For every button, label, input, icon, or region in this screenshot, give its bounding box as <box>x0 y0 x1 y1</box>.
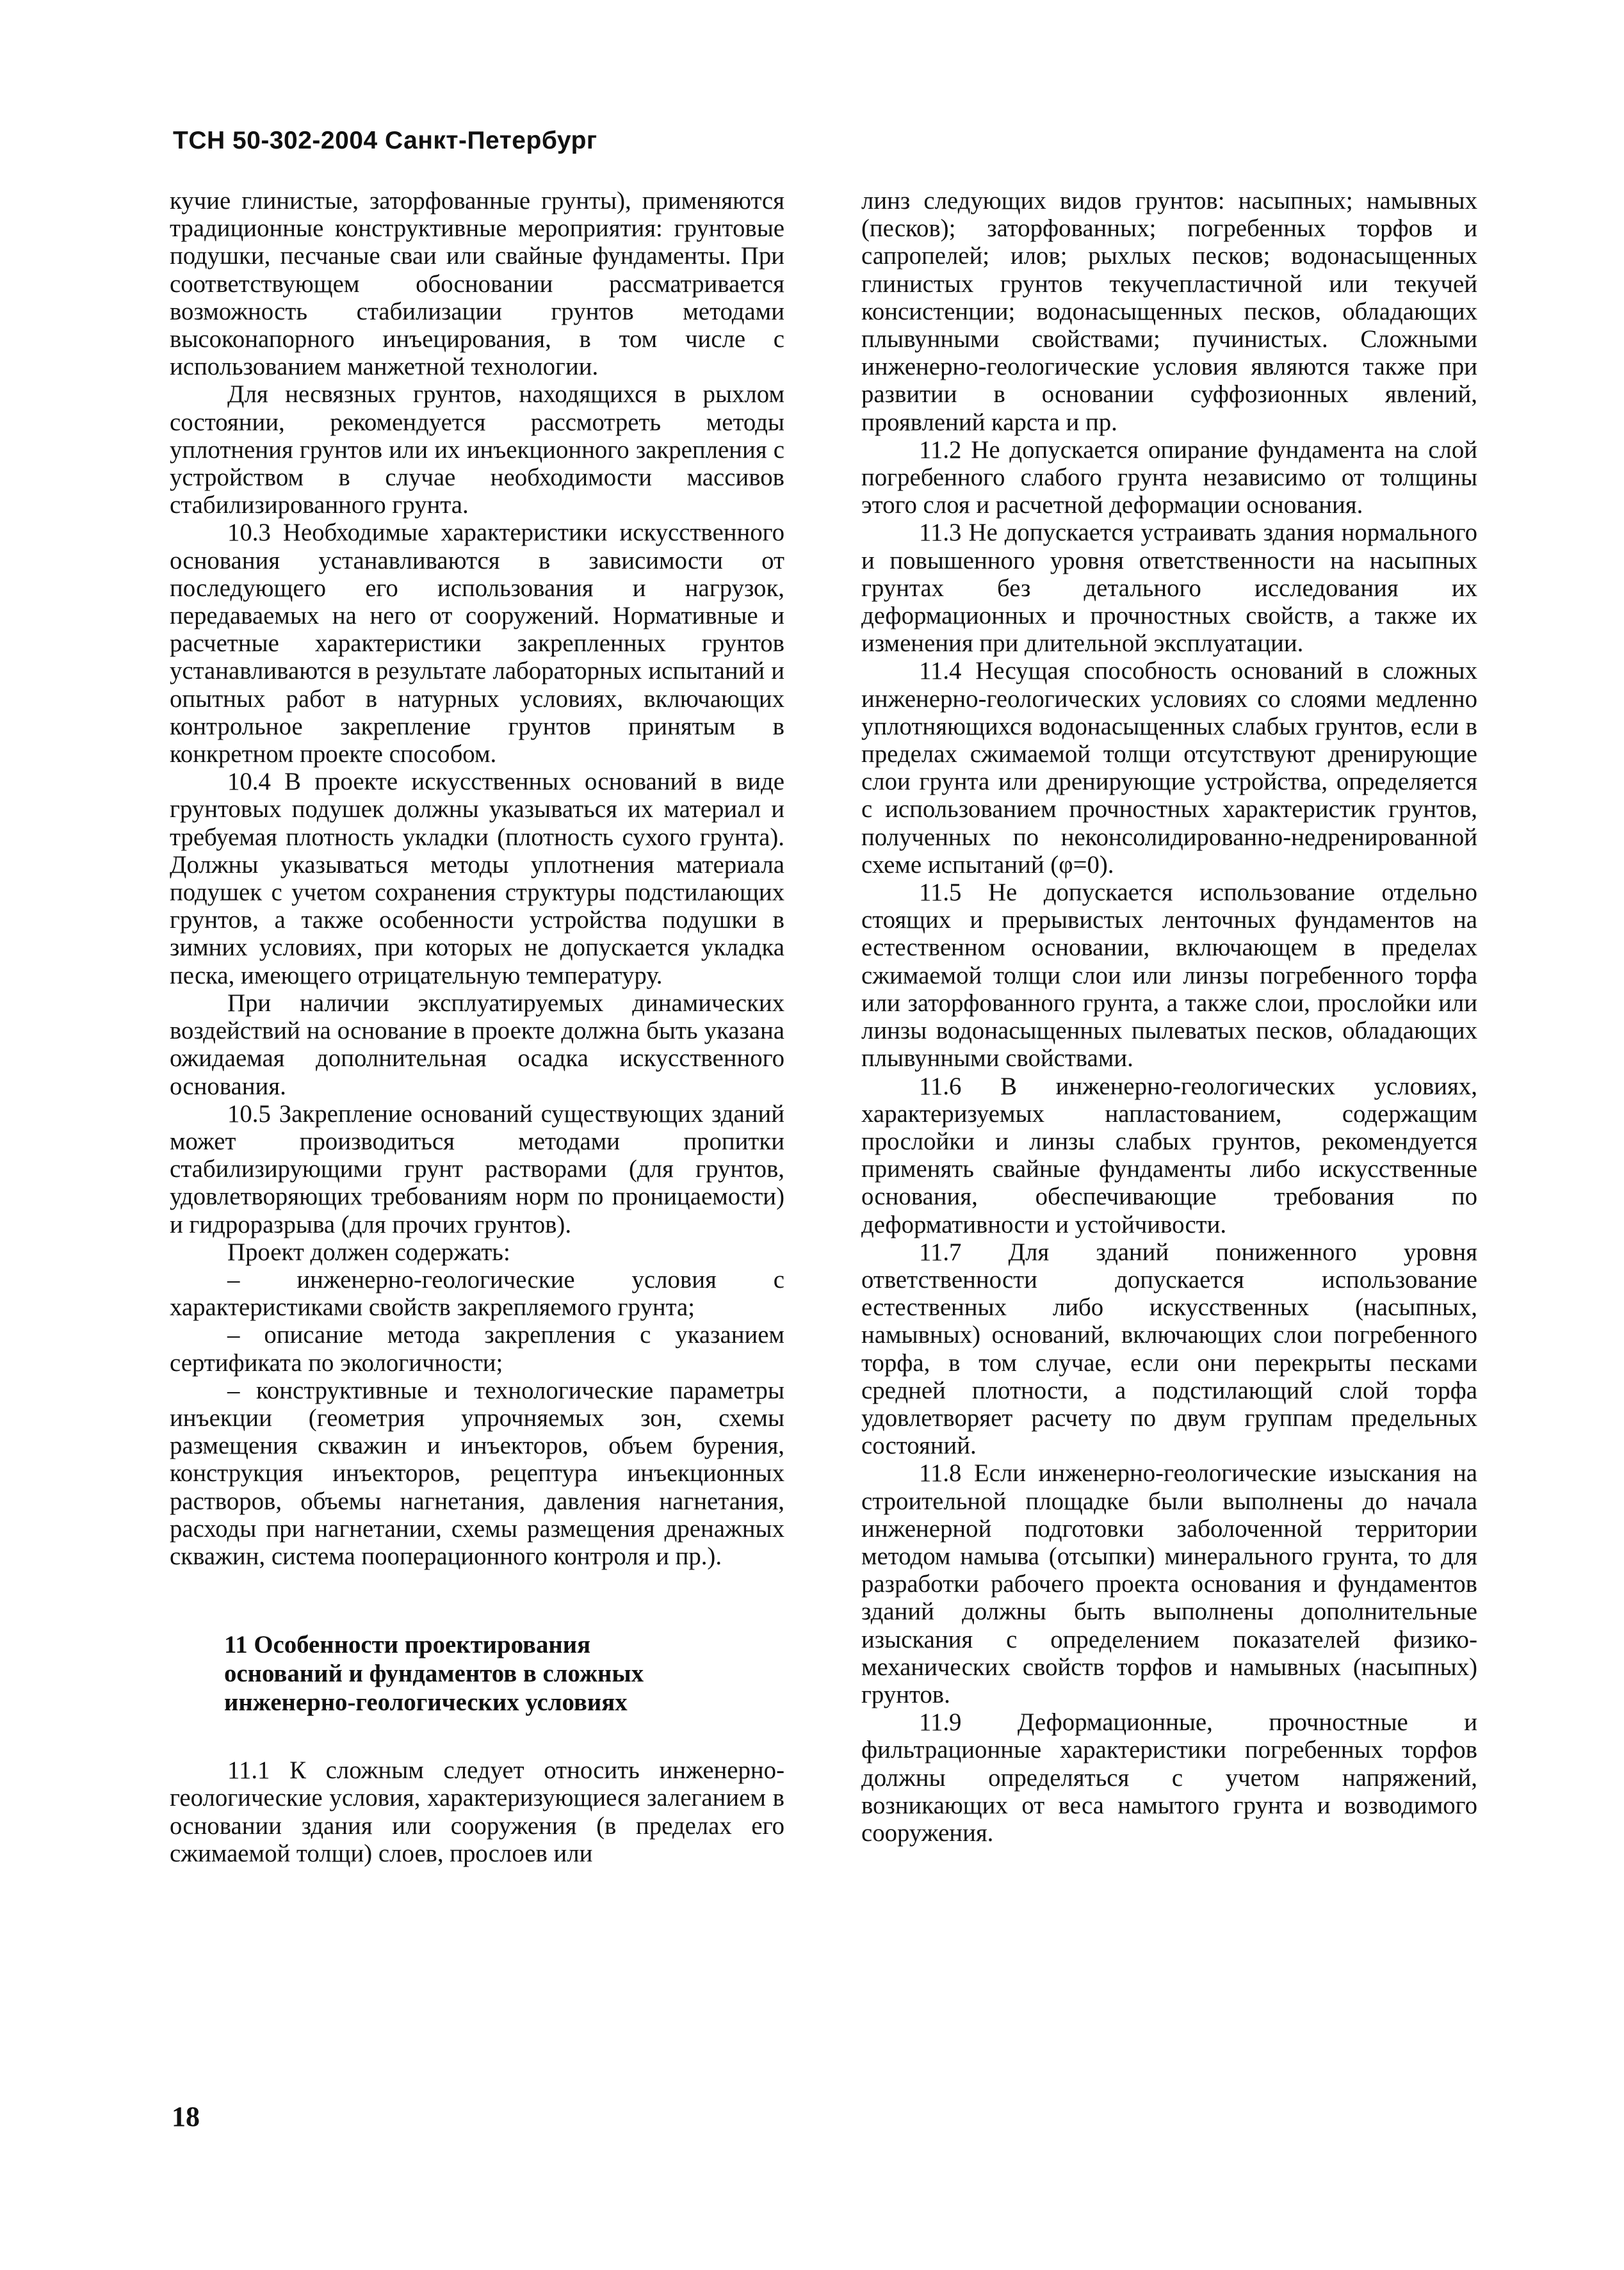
paragraph-10-5: 10.5 Закрепление оснований существующих зданий может производиться методами пропитки стабилизирующими грунт растворами (для грунтов, удовлетворяющих требованиям норм по проницаемости) и гидроразрыва (для прочих грунтов). <box>170 1099 784 1238</box>
paragraph-11-4: 11.4 Несущая способность оснований в сложных инженерно-геологических условиях со слоями медленно уплотняющихся водонасыщенных слабых грунтов, если в пределах сжимаемой толщи отсутствуют дренирующие слои грунта или дренирующие устройства, определяется с использованием прочностных характеристик грунтов, полученных по неконсолидированно-недренированной схеме испытаний (φ=0). <box>861 657 1477 879</box>
paragraph-10-4: 10.4 В проекте искусственных оснований в виде грунтовых подушек должны указываться их материал и требуемая плотность укладки (плотность сухого грунта). Должны указываться методы уплотнения материала подушек с учетом сохранения структуры подстилающих грунтов, а также особенности устройства подушки в зимних условиях, при которых не допускается укладка песка, имеющего отрицательную температуру. <box>170 768 784 989</box>
paragraph-11-3: 11.3 Не допускается устраивать здания нормального и повышенного уровня ответственности на насыпных грунтах без детального исследования их деформационных и прочностных свойств, а также их изменения при длительной эксплуатации. <box>861 519 1477 658</box>
list-item: – описание метода закрепления с указанием сертификата по экологичности; <box>170 1321 784 1377</box>
paragraph-11-2: 11.2 Не допускается опирание фундамента на слой погребенного слабого грунта независимо от толщины этого слоя и расчетной деформации основания. <box>861 435 1477 519</box>
paragraph-11-5: 11.5 Не допускается использование отдельно стоящих и прерывистых ленточных фундаментов на естественном основании, включающем в пределах сжимаемой толщи слои или линзы погребенного торфа или заторфованного грунта, а также слои, прослойки или линзы водонасыщенных пылеватых песков, обладающих плывунными свойствами. <box>861 879 1477 1073</box>
paragraph-11-6: 11.6 В инженерно-геологических условиях, характеризуемых напластованием, содержащим прослойки и линзы слабых грунтов, рекомендуется применять свайные фундаменты либо искусственные основания, обеспечивающие требования по деформативности и устойчивости. <box>861 1072 1477 1238</box>
paragraph: Для несвязных грунтов, находящихся в рыхлом состоянии, рекомендуется рассмотреть методы уплотнения грунтов или их инъекционного закрепления с устройством в случае необходимости массивов стабилизированного грунта. <box>170 380 784 519</box>
list-item: – конструктивные и технологические параметры инъекции (геометрия упрочняемых зон, схемы размещения скважин и инъекторов, объем бурения, конструкция инъекторов, рецептура инъекционных растворов, объемы нагнетания, давления нагнетания, расходы при нагнетании, схемы размещения дренажных скважин, система пооперационного контроля и пр.). <box>170 1376 784 1570</box>
paragraph: При наличии эксплуатируемых динамических воздействий на основание в проекте должна быть указана ожидаемая дополнительная осадка искусственного основания. <box>170 989 784 1100</box>
paragraph-11-9: 11.9 Деформационные, прочностные и фильтрационные характеристики погребенных торфов должны определяться с учетом напряжений, возникающих от веса намытого грунта и возводимого сооружения. <box>861 1708 1477 1847</box>
right-column <box>861 187 1477 1847</box>
page-number: 18 <box>172 2101 200 2132</box>
left-column <box>170 187 784 1867</box>
section-title-line: оснований и фундаментов в сложных <box>224 1660 644 1688</box>
paragraph: кучие глинистые, заторфованные грунты), применяются традиционные конструктивные мероприятия: грунтовые подушки, песчаные сваи или свайные фундаменты. При соответствующем обосновании рассматривается возможность стабилизации грунтов методами высоконапорного инъецирования, в том числе с использованием манжетной технологии. <box>170 187 784 381</box>
section-title-line: 11 Особенности проектирования <box>224 1631 591 1659</box>
list-item: – инженерно-геологические условия с характеристиками свойств закрепляемого грунта; <box>170 1265 784 1322</box>
section-title-line: инженерно-геологических условиях <box>224 1689 628 1717</box>
section-title <box>224 1630 784 1717</box>
paragraph-11-8: 11.8 Если инженерно-геологические изыскания на строительной площадке были выполнены до начала инженерной подготовки заболоченной территории методом намыва (отсыпки) минерального грунта, то для разработки рабочего проекта основания и фундаментов зданий должны быть выполнены дополнительные изыскания с определением показателей физико-механических свойств торфов и намывных (насыпных) грунтов. <box>861 1459 1477 1708</box>
paragraph-11-1: 11.1 К сложным следует относить инженерно-геологические условия, характеризующиеся залеганием в основании здания или сооружения (в пределах его сжимаемой толщи) слоев, прослоев или <box>170 1756 784 1867</box>
paragraph-11-7: 11.7 Для зданий пониженного уровня ответственности допускается использование естественных либо искусственных (насыпных, намывных) оснований, включающих слои погребенного торфа, в том случае, если они перекрыты песками средней плотности, а подстилающий слой торфа удовлетворяет расчету по двум группам предельных состояний. <box>861 1238 1477 1460</box>
paragraph-10-3: 10.3 Необходимые характеристики искусственного основания устанавливаются в зависимости от последующего его использования и нагрузок, передаваемых на него от сооружений. Нормативные и расчетные характеристики закрепленных грунтов устанавливаются в результате лабораторных испытаний и опытных работ в натурных условиях, включающих контрольное закрепление грунтов принятым в конкретном проекте способом. <box>170 519 784 768</box>
paragraph: линз следующих видов грунтов: насыпных; намывных (песков); заторфованных; погребенных торфов и сапропелей; илов; рыхлых песков; водонасыщенных глинистых грунтов текучепластичной или текучей консистенции; водонасыщенных песков, обладающих плывунными свойствами; пучинистых. Сложными инженерно-геологические условия являются также при развитии в основании суффозионных явлений, проявлений карста и пр. <box>861 187 1477 436</box>
running-header: ТСН 50-302-2004 Санкт-Петербург <box>173 127 597 154</box>
paragraph: Проект должен содержать: <box>227 1238 510 1266</box>
